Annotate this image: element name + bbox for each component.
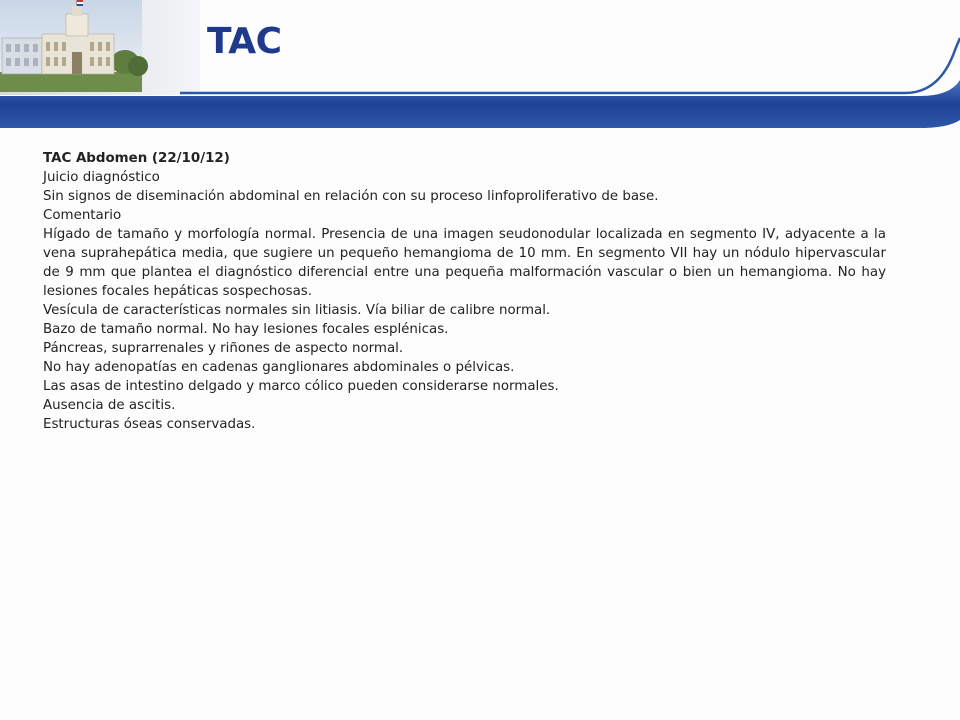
report-line: Ausencia de ascitis. — [43, 398, 176, 413]
report-paragraph: Hígado de tamaño y morfología normal. Presencia de una imagen seudonodular localizada en segmento IV, adyacente a la vena suprahepática media, que sugiere un pequeño hemangioma de 10 mm. En segmento VII hay un nódulo hipervascular de 9 mm que plantea el diagnóstico diferencial entre una pequeña malformación vascular o bien un hemangioma. No hay lesiones focales hepáticas sospechosas. — [43, 227, 886, 299]
report-body — [43, 149, 886, 434]
report-line: Estructuras óseas conservadas. — [43, 417, 256, 432]
report-line: Las asas de intestino delgado y marco cólico pueden considerarse normales. — [43, 379, 559, 394]
report-line: Vesícula de características normales sin litiasis. Vía biliar de calibre normal. — [43, 303, 551, 318]
report-line: Páncreas, suprarrenales y riñones de aspecto normal. — [43, 341, 404, 356]
government-palace-photo — [0, 0, 148, 92]
report-line: Comentario — [43, 208, 122, 223]
report-heading: TAC Abdomen (22/10/12) — [43, 151, 230, 166]
report-line: Juicio diagnóstico — [43, 170, 160, 185]
report-line: No hay adenopatías en cadenas ganglionares abdominales o pélvicas. — [43, 360, 515, 375]
header-decoration — [0, 0, 960, 135]
report-line: Sin signos de diseminación abdominal en relación con su proceso linfoproliferativo de base. — [43, 189, 659, 204]
slide-header — [0, 0, 960, 135]
report-line: Bazo de tamaño normal. No hay lesiones focales esplénicas. — [43, 322, 449, 337]
slide-title: TAC — [207, 21, 282, 62]
